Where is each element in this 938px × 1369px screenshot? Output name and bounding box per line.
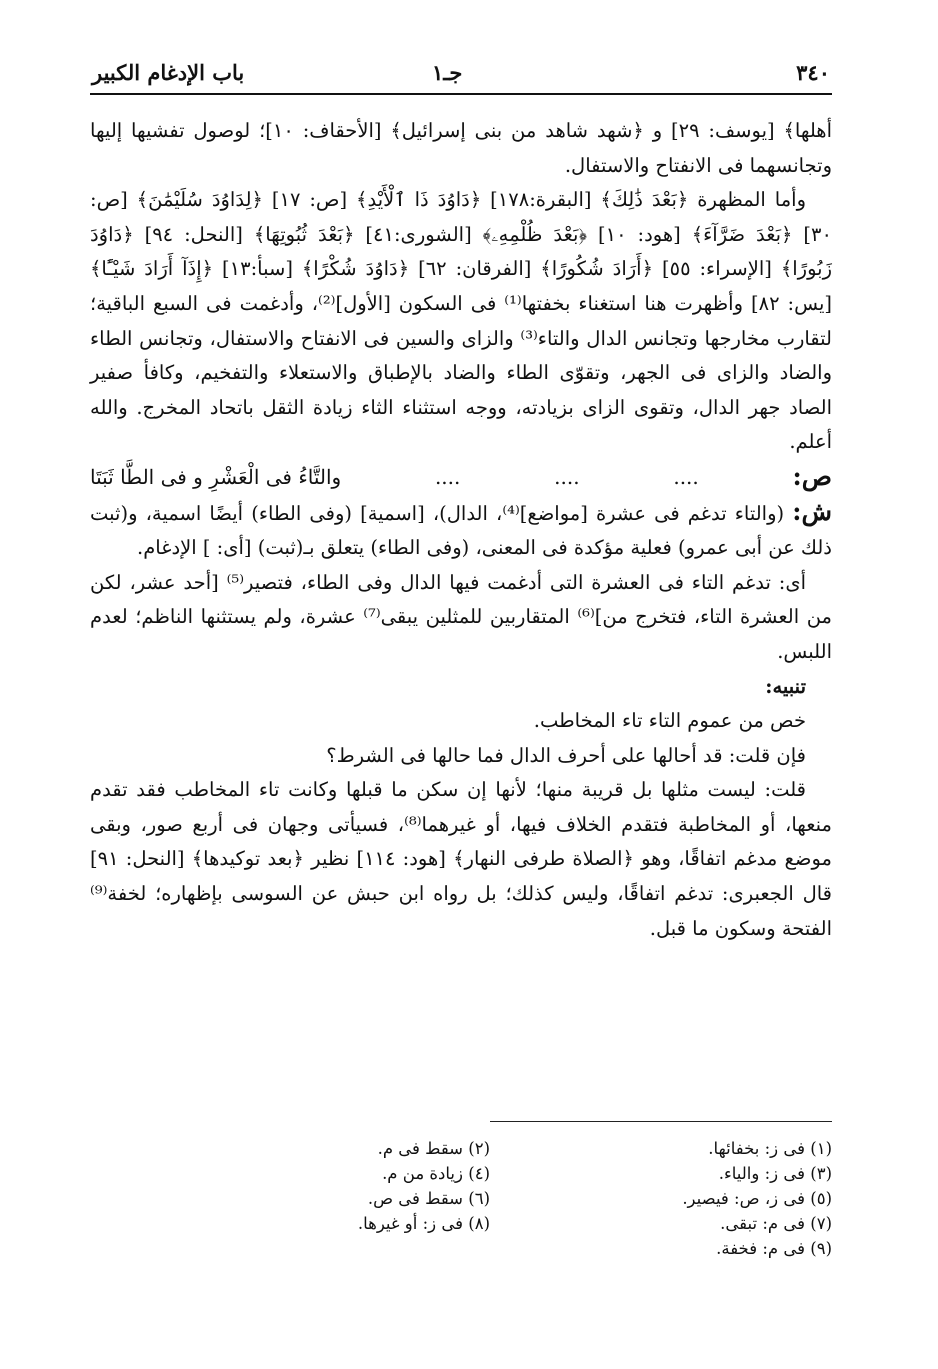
footnote-6: (٦) سقط فى ص. <box>367 1189 490 1208</box>
paragraph-2: وأما المظهرة ﴿بَعْدَ ذَٰلِكَ﴾ [البقرة:١٧٨] ﴿دَاوُدَ ذَا ٱلْأَيْدِ﴾ [ص: ١٧] ﴿لِدَاوُدَ سُلَيْمَٰنَ﴾ [ص: ٣٠] ﴿بَعْدَ ضَرَّآءَ﴾ [هود: ١٠] ﴿بَعْدَ ظُلْمِهِۦ﴾ [الشورى:٤١] ﴿بَعْدَ ثُبُوتِهَا﴾ [النحل: ٩٤] ﴿دَاوُدَ زَبُورًا﴾ [الإسراء: ٥٥] ﴿أَرَادَ شُكُورًا﴾ [الفرقان: ٦٢] ﴿دَاوُدَ شُكْرًا﴾ [سبأ:١٣] ﴿إِذَآ أَرَادَ شَيْـًٔا﴾ [يس: ٨٢] وأظهرت هنا استغناء بخفتها⁽¹⁾ فى السكون [الأول]⁽²⁾، وأدغمت فى السبع الباقية؛ لتقارب مخارجها وتجانس الدال والتاء⁽³⁾ والزاى والسين فى الانفتاح والاستفال، وتجانس الطاء والضاد والزاى فى الجهر، وتقوّى الطاء والضاد بالإطباق والاستعلاء والتفخيم، وكافأ صفير الصاد جهر الدال، وتقوى الزاى بزيادته، ووجه استثناء الثاء زيادة الثقل باتحاد المخرج. والله أعلم. <box>90 188 833 454</box>
volume-label: جـ١ <box>432 60 463 85</box>
footnote-5: (٥) فى ز، ص: فيصير. <box>682 1189 832 1208</box>
verse-text: والتَّاءُ فى الْعَشْرِ و فى الطَّا ثَبَتَا <box>90 464 342 489</box>
verse-line <box>90 460 832 495</box>
running-header <box>92 58 830 92</box>
page-number: ٣٤٠ <box>796 60 830 85</box>
footnote-divider <box>490 1121 832 1122</box>
footnote-7: (٧) فى م: تبقى. <box>720 1214 832 1233</box>
footnote-1: (١) فى ز: بخفائها. <box>708 1139 832 1158</box>
paragraph-6: فإن قلت: قد أحالها على أحرف الدال فما حالها فى الشرط؟ <box>326 743 806 767</box>
footnote-3: (٣) فى ز: والياء. <box>718 1164 832 1183</box>
sharh-paragraph <box>90 495 832 566</box>
tanbih-heading: تنبيه: <box>765 674 806 698</box>
sharh-text: (والتاء تدغم فى عشرة [مواضع]⁽⁴⁾، الدال)، [اسمية] (وفى الطاء) أيضًا اسمية، و(ثبت ذلك عن أبى عمرو) فعلية مؤكدة فى المعنى، (وفى الطاء) يتعلق بـ(ثبت) [أى: ] الإدغام. <box>90 501 832 560</box>
main-text <box>90 114 832 946</box>
footnote-4: (٤) زيادة من م. <box>382 1164 490 1183</box>
header-divider <box>90 93 832 95</box>
paragraph-7: قلت: ليست مثلها بل قريبة منها؛ لأنها إن سكن ما قبلها وكانت تاء المخاطب فقد تقدم منعها، أو المخاطبة فتقدم الخلاف فيها، أو غيرهما⁽⁸⁾، فسيأتى وجهان فى أربع صور، وبقى موضع مدغم اتفاقًا، وهو ﴿الصلاة طرفى النهار﴾ [هود: ١١٤] نظير ﴿بعد توكيدها﴾ [النحل: ٩١] قال الجعبرى: تدغم اتفاقًا، وليس كذلك؛ بل رواه ابن حبش عن السوسى بإظهاره؛ لخفة⁽⁹⁾ الفتحة وسكون ما قبل. <box>90 778 832 940</box>
verse-dots-3: .... <box>434 464 461 489</box>
verse-dots-1: .... <box>673 464 699 489</box>
footnotes-even <box>300 1136 490 1236</box>
footnote-8: (٨) فى ز: أو غيرها. <box>357 1214 490 1233</box>
paragraph-1: أهلها﴾ [يوسف: ٢٩] و ﴿شهد شاهد من بنى إسرائيل﴾ [الأحقاف: ١٠]؛ لوصول تفشيها إليها وتجانسهما فى الانفتاح والاستفال. <box>90 119 832 177</box>
paragraph-5: خص من عموم التاء تاء المخاطب. <box>533 709 806 733</box>
paragraph-4: أى: تدغم التاء فى العشرة التى أدغمت فيها الدال وفى الطاء، فتصير⁽⁵⁾ [أحد عشر، لكن من العشرة التاء، فتخرج من]⁽⁶⁾ المتقاربين للمثلين يبقى⁽⁷⁾ عشرة، ولم يستثنها الناظم؛ لعدم اللبس. <box>90 570 832 663</box>
verse-marker: ص: <box>792 461 832 491</box>
footnotes-odd <box>572 1136 832 1261</box>
chapter-title: باب الإدغام الكبير <box>92 60 245 85</box>
footnote-2: (٢) سقط فى م. <box>377 1139 490 1158</box>
sharh-marker: ش: <box>792 496 832 526</box>
verse-dots-2: .... <box>554 464 580 489</box>
footnote-9: (٩) فى م: فخفة. <box>716 1239 832 1258</box>
